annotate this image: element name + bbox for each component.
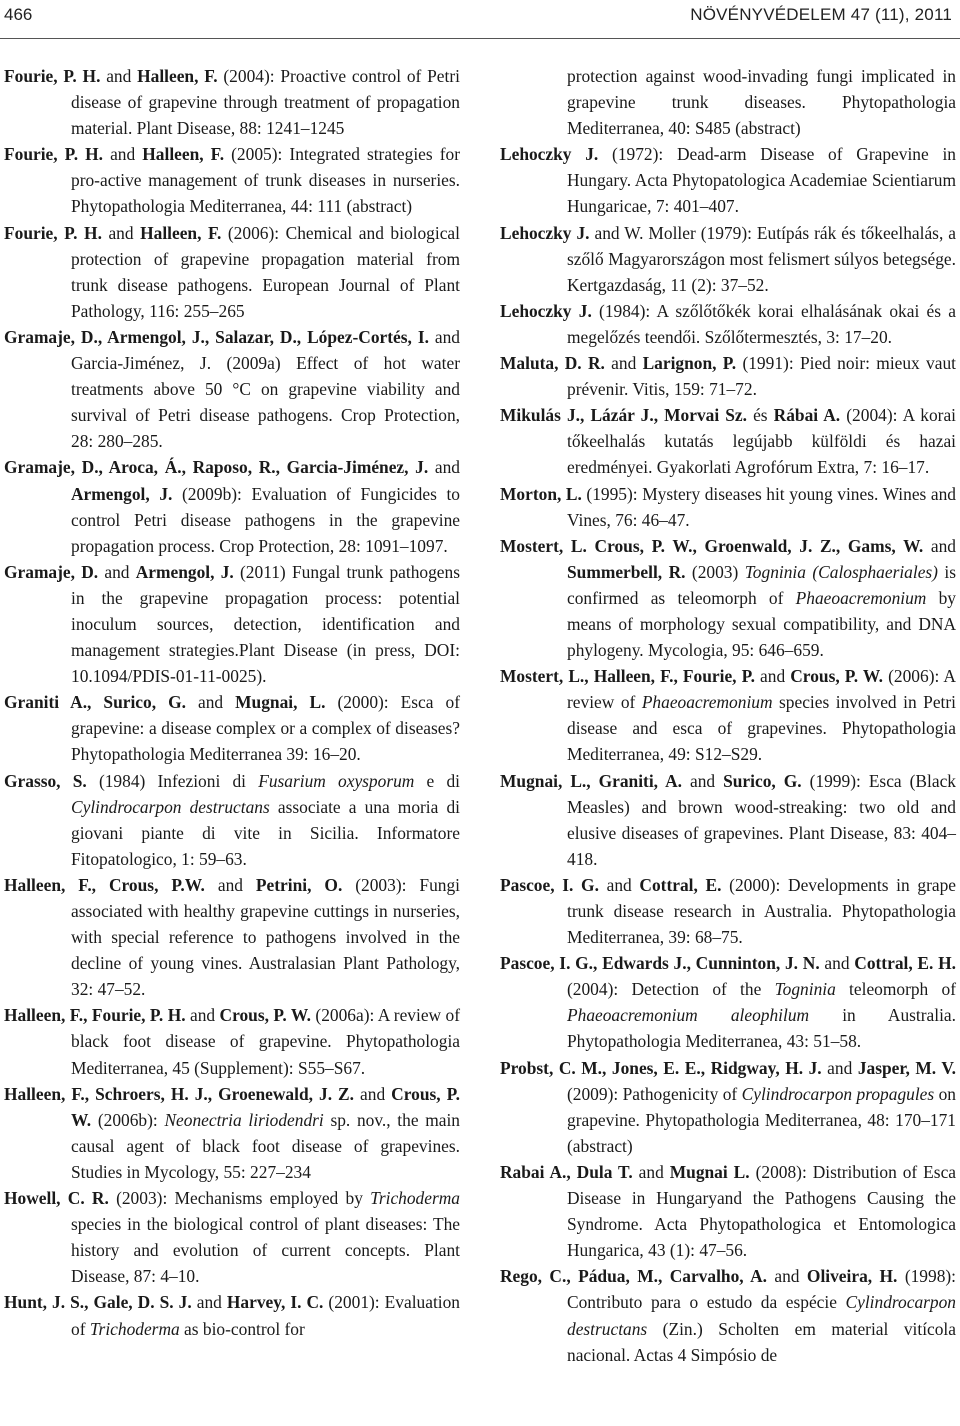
reference-text: (1972): Dead-arm Disease of Grapevine in Hungary. Acta Phytopatologica Academiae Scientiarum Hungaricae, 7: 401–407. [567,144,956,217]
reference-entry [4,1289,460,1341]
reference-text: Moller (1979): Eutípás rák és tőkeelhalás, a szőlő Magyarországon most felismert súlyos betegsége. Kertgazdaság, 11 (2): 37–52. [567,222,957,295]
reference-entry [500,481,956,533]
reference-text: e di [414,770,460,791]
reference-authors: Morton, L. [500,483,582,504]
reference-authors: Mostert, L. Crous, P. W., Groenwald, J. Z., Gams, W. [500,535,924,556]
reference-text: (1995): Mystery diseases hit young vines. Wines and Vines, 76: 46–47. [567,483,956,530]
reference-authors: Surico, G. [723,770,802,791]
reference-authors: Hunt, J. S., Gale, D. S. J. [4,1292,192,1313]
reference-entry [4,63,460,141]
reference-text: in Australia. Phytopathologia Mediterranea, 43: 51–58. [567,1005,956,1052]
right-column [500,63,956,1368]
species-name: Neonectria liriodendri [164,1109,324,1130]
reference-text: (2006): A review of [567,666,956,713]
reference-authors: Crous, P. W. [71,1083,461,1130]
reference-text: (1984): A szőlőtőkék korai elhalásának okai és a megelőzés teendői. Szőlőtermesztés, 3: 17–20. [567,300,956,347]
header-rule [0,38,960,39]
reference-text: (2006a): A review of black foot disease of grapevine. Phytopathologia Mediterranea, 45 (Supplement): S55–S67. [71,1005,461,1078]
reference-entry [500,533,956,663]
reference-authors: Halleen, F. [142,144,225,165]
species-name: Phaeoacremonium [641,692,773,713]
reference-entry [4,141,460,219]
reference-text: (2000): Esca of grapevine: a disease complex or a complex of diseases? Phytopathologia Mediterranea 39: 16–20. [71,692,460,765]
reference-conjunction: and [821,1057,858,1078]
reference-authors: Rego, C., Pádua, M., Carvalho, A. [500,1266,767,1287]
reference-authors: Cottral, E. [639,874,722,895]
reference-text: teleomorph of [835,979,957,1000]
reference-text: (2003): Mechanisms employed by [108,1188,371,1209]
reference-authors: Fourie, P. H. [4,66,101,86]
reference-conjunction: and [819,953,855,974]
reference-authors: Mugnai, L., Graniti, A. [500,770,682,791]
reference-conjunction: and [754,666,791,687]
reference-authors: Armengol, J. [71,483,173,504]
reference-entry [500,141,956,219]
reference-conjunction: and [632,1161,670,1182]
reference-text: (2011) Fungal trunk pathogens in the grapevine propagation process: potential inoculum sources, detection, identification and management strategies.Plant Disease (in press, DOI: 10.1094/PDIS-01-11-0025). [71,561,460,687]
reference-conjunction: and [923,535,956,556]
reference-authors: Lehoczky J. [500,300,592,321]
reference-entry [500,872,956,950]
reference-text: as bio-control for [179,1318,305,1339]
reference-authors: Lehoczky J. [500,222,590,243]
reference-conjunction: and [185,1005,220,1026]
reference-entry [4,768,460,872]
page-header [4,3,952,31]
reference-authors: Graniti A., Surico, G. [4,692,186,713]
reference-authors: Jasper, M. V. [857,1057,957,1078]
reference-authors: Probst, C. M., Jones, E. E., Ridgway, H. J. [500,1057,822,1078]
reference-conjunction: and Garcia-Jiménez, J. [71,326,460,374]
left-column [4,63,460,1342]
reference-text: (2000): Developments in grape trunk disease research in Australia. Phytopathologia Mediterranea, 39: 68–75. [567,874,956,948]
reference-authors: Gramaje, D., Armengol, J., Salazar, D., López-Cortés, I. [4,326,429,347]
reference-text: (1984) Infezioni di [86,770,259,791]
reference-text: species in the biological control of plant diseases: The history and evolution of current concepts. Plant Disease, 87: 4–10. [71,1214,460,1287]
reference-authors: Mugnai, L. [235,692,326,713]
reference-conjunction: and [98,561,136,582]
reference-authors: Armengol, J. [135,561,234,582]
reference-entry [500,1159,956,1263]
reference-authors: Halleen, F., Schroers, H. J., Groenewald, J. Z. [4,1083,355,1104]
reference-authors: Maluta, D. R. [500,353,605,374]
species-name: Cylindrocarpon propagules [741,1083,935,1104]
species-name: Cylindrocarpon destructans [567,1292,956,1339]
species-name: Fusarium oxysporum [258,770,415,791]
reference-entry [500,298,956,350]
reference-entry [500,350,956,402]
reference-conjunction: and [103,144,143,165]
reference-entry [4,324,460,454]
reference-text: (2009b): Evaluation of Fungicides to control Petri disease pathogens in the grapevine propagation process. Crop Protection, 28: 1091–1097. [71,483,460,556]
reference-authors: Fourie, P. H. [4,222,102,243]
reference-authors: Cottral, E. H. [854,953,956,974]
page-number: 466 [4,5,33,24]
species-name: Phaeoacremonium aleophilum [567,1005,810,1026]
reference-entry [4,1185,460,1289]
reference-authors: Gramaje, D. [4,561,99,582]
species-name: Togninia [774,979,836,1000]
reference-text: (2003): Fungi associated with healthy grapevine cuttings in nurseries, with special reference to pathogens involved in the decline of young vines. Australasian Plant Pathology, 32: 47–52. [71,874,460,1000]
reference-text: (Zin.) Scholten em material vitícola nacional. Actas 4 Simpósio de [567,1318,956,1365]
reference-text: (2003) [685,561,745,582]
reference-text: (1999): Esca (Black Measles) and brown wood-streaking: two old and elusive diseases of grapevines. Plant Disease, 83: 404–418. [567,770,956,869]
reference-authors: Gramaje, D., Aroca, Á., Raposo, R., Garcia-Jiménez, J. [4,457,429,478]
reference-conjunction: and [100,66,138,86]
reference-authors: Grasso, S. [4,770,87,791]
reference-entry [500,1055,956,1159]
reference-text: is confirmed as teleomorph of [567,561,956,608]
journal-title: NÖVÉNYVÉDELEM 47 (11), 2011 [690,5,952,24]
reference-text: (2004): Detection of the [567,979,775,1000]
reference-authors: Crous, P. W. [790,666,884,687]
reference-text: (2009): Pathogenicity of [567,1083,742,1104]
species-name: Togninia (Calosphaeriales) [744,561,938,582]
reference-text: (2004): A korai tőkeelhalás kutatás legújabb külföldi és hazai eredményei. Gyakorlati Agrofórum Extra, 7: 16–17. [567,405,956,478]
reference-text: (2001): Evaluation of [71,1292,460,1339]
reference-conjunction: and [604,353,643,374]
reference-conjunction: and [204,874,256,895]
reference-authors: Halleen, F. [137,66,218,86]
reference-entry [500,1263,956,1367]
reference-conjunction: and W. [589,222,644,243]
reference-conjunction: and [598,874,640,895]
reference-entry [500,950,956,1054]
species-name: Phaeoacremonium [795,587,927,608]
reference-conjunction: and [191,1292,227,1313]
reference-text: (1998): Contributo para o estudo da espécie [567,1266,957,1313]
reference-conjunction: and [101,222,141,243]
reference-entry [4,1002,460,1080]
reference-text: sp. nov., the main causal agent of black foot disease of grapevines. Studies in Mycology, 55: 227–234 [71,1109,461,1182]
reference-authors: Halleen, F. [140,222,222,243]
reference-conjunction: and [681,770,724,791]
reference-conjunction: and [354,1083,392,1104]
species-name: Trichoderma [89,1318,180,1339]
reference-conjunction: and [185,692,236,713]
reference-authors: Mostert, L., Halleen, F., Fourie, P. [500,666,755,687]
reference-conjunction: és [747,405,774,426]
reference-text: associate a una moria di giovani piante di vite in Sicilia. Informatore Fitopatologico, 1: 59–63. [71,796,460,869]
reference-authors: Howell, C. R. [4,1188,109,1209]
reference-text: (2005): Integrated strategies for pro-active management of trunk diseases in nurseries. Phytopathologia Mediterranea, 44: 111 (abstract) [71,144,460,217]
reference-entry [500,768,956,872]
reference-authors: Crous, P. W. [219,1005,311,1026]
reference-authors: Mikulás J., Lázár J., Morvai Sz. [500,405,747,426]
reference-entry [500,402,956,480]
species-name: Cylindrocarpon destructans [71,796,270,817]
reference-authors: Halleen, F., Fourie, P. H. [4,1005,186,1026]
species-name: Trichoderma [370,1188,460,1209]
reference-authors: Fourie, P. H. [4,144,103,165]
reference-text: (2008): Distribution of Esca Disease in Hungaryand the Pathogens Causing the Syndrome. Acta Phytopathologica et Entomologica Hungarica, 43 (1): 47–56. [567,1161,957,1261]
reference-entry [4,559,460,689]
reference-authors: Summerbell, R. [567,561,686,582]
reference-text: (2009a) Effect of hot water treatments above 50 °C on grapevine viability and survival of Petri disease pathogens. Crop Protection, 28: 280–285. [71,353,460,452]
reference-authors: Lehoczky J. [500,144,599,165]
reference-authors: Halleen, F., Crous, P.W. [4,874,205,895]
reference-text: (1991): Pied noir: mieux vaut prévenir. Vitis, 159: 71–72. [567,353,956,400]
reference-conjunction: and [766,1266,807,1287]
reference-entry [4,1081,460,1185]
reference-text: (2006b): [91,1109,165,1130]
reference-authors: Oliveira, H. [806,1266,898,1287]
reference-authors: Petrini, O. [255,874,343,895]
reference-entry [4,872,460,1002]
reference-text: (2004): Proactive control of Petri disease of grapevine through treatment of propagation material. Plant Disease, 88: 1241–1245 [71,66,460,139]
reference-entry [4,454,460,558]
reference-text: on grapevine. Phytopathologia Mediterranea, 48: 170–171 (abstract) [567,1083,956,1156]
reference-entry [500,63,956,141]
reference-text: by means of morphology sexual compatibility, and DNA phylogeny. Mycologia, 95: 646–659. [567,587,956,661]
reference-text: (2006): Chemical and biological protection of grapevine propagation material from trunk disease pathogens. European Journal of Plant Pathology, 116: 255–265 [71,222,460,321]
reference-text: species involved in Petri disease and esca of grapevines. Phytopathologia Mediterranea, 49: S12–S29. [567,692,956,765]
reference-entry [500,663,956,767]
reference-entry [500,220,956,298]
reference-entry [4,689,460,767]
reference-authors: Harvey, I. C. [226,1292,324,1313]
reference-authors: Rabai A., Dula T. [500,1161,633,1182]
reference-text: protection against wood-invading fungi implicated in grapevine trunk diseases. Phytopathologia Mediterranea, 40: S485 (abstract) [567,66,956,139]
reference-authors: Rábai A. [773,405,841,426]
reference-conjunction: and [428,457,460,478]
reference-authors: Mugnai L. [669,1161,750,1182]
reference-authors: Pascoe, I. G. [500,874,599,895]
reference-authors: Pascoe, I. G., Edwards J., Cunninton, J. N. [500,953,820,974]
reference-authors: Larignon, P. [642,353,737,374]
reference-entry [4,220,460,324]
